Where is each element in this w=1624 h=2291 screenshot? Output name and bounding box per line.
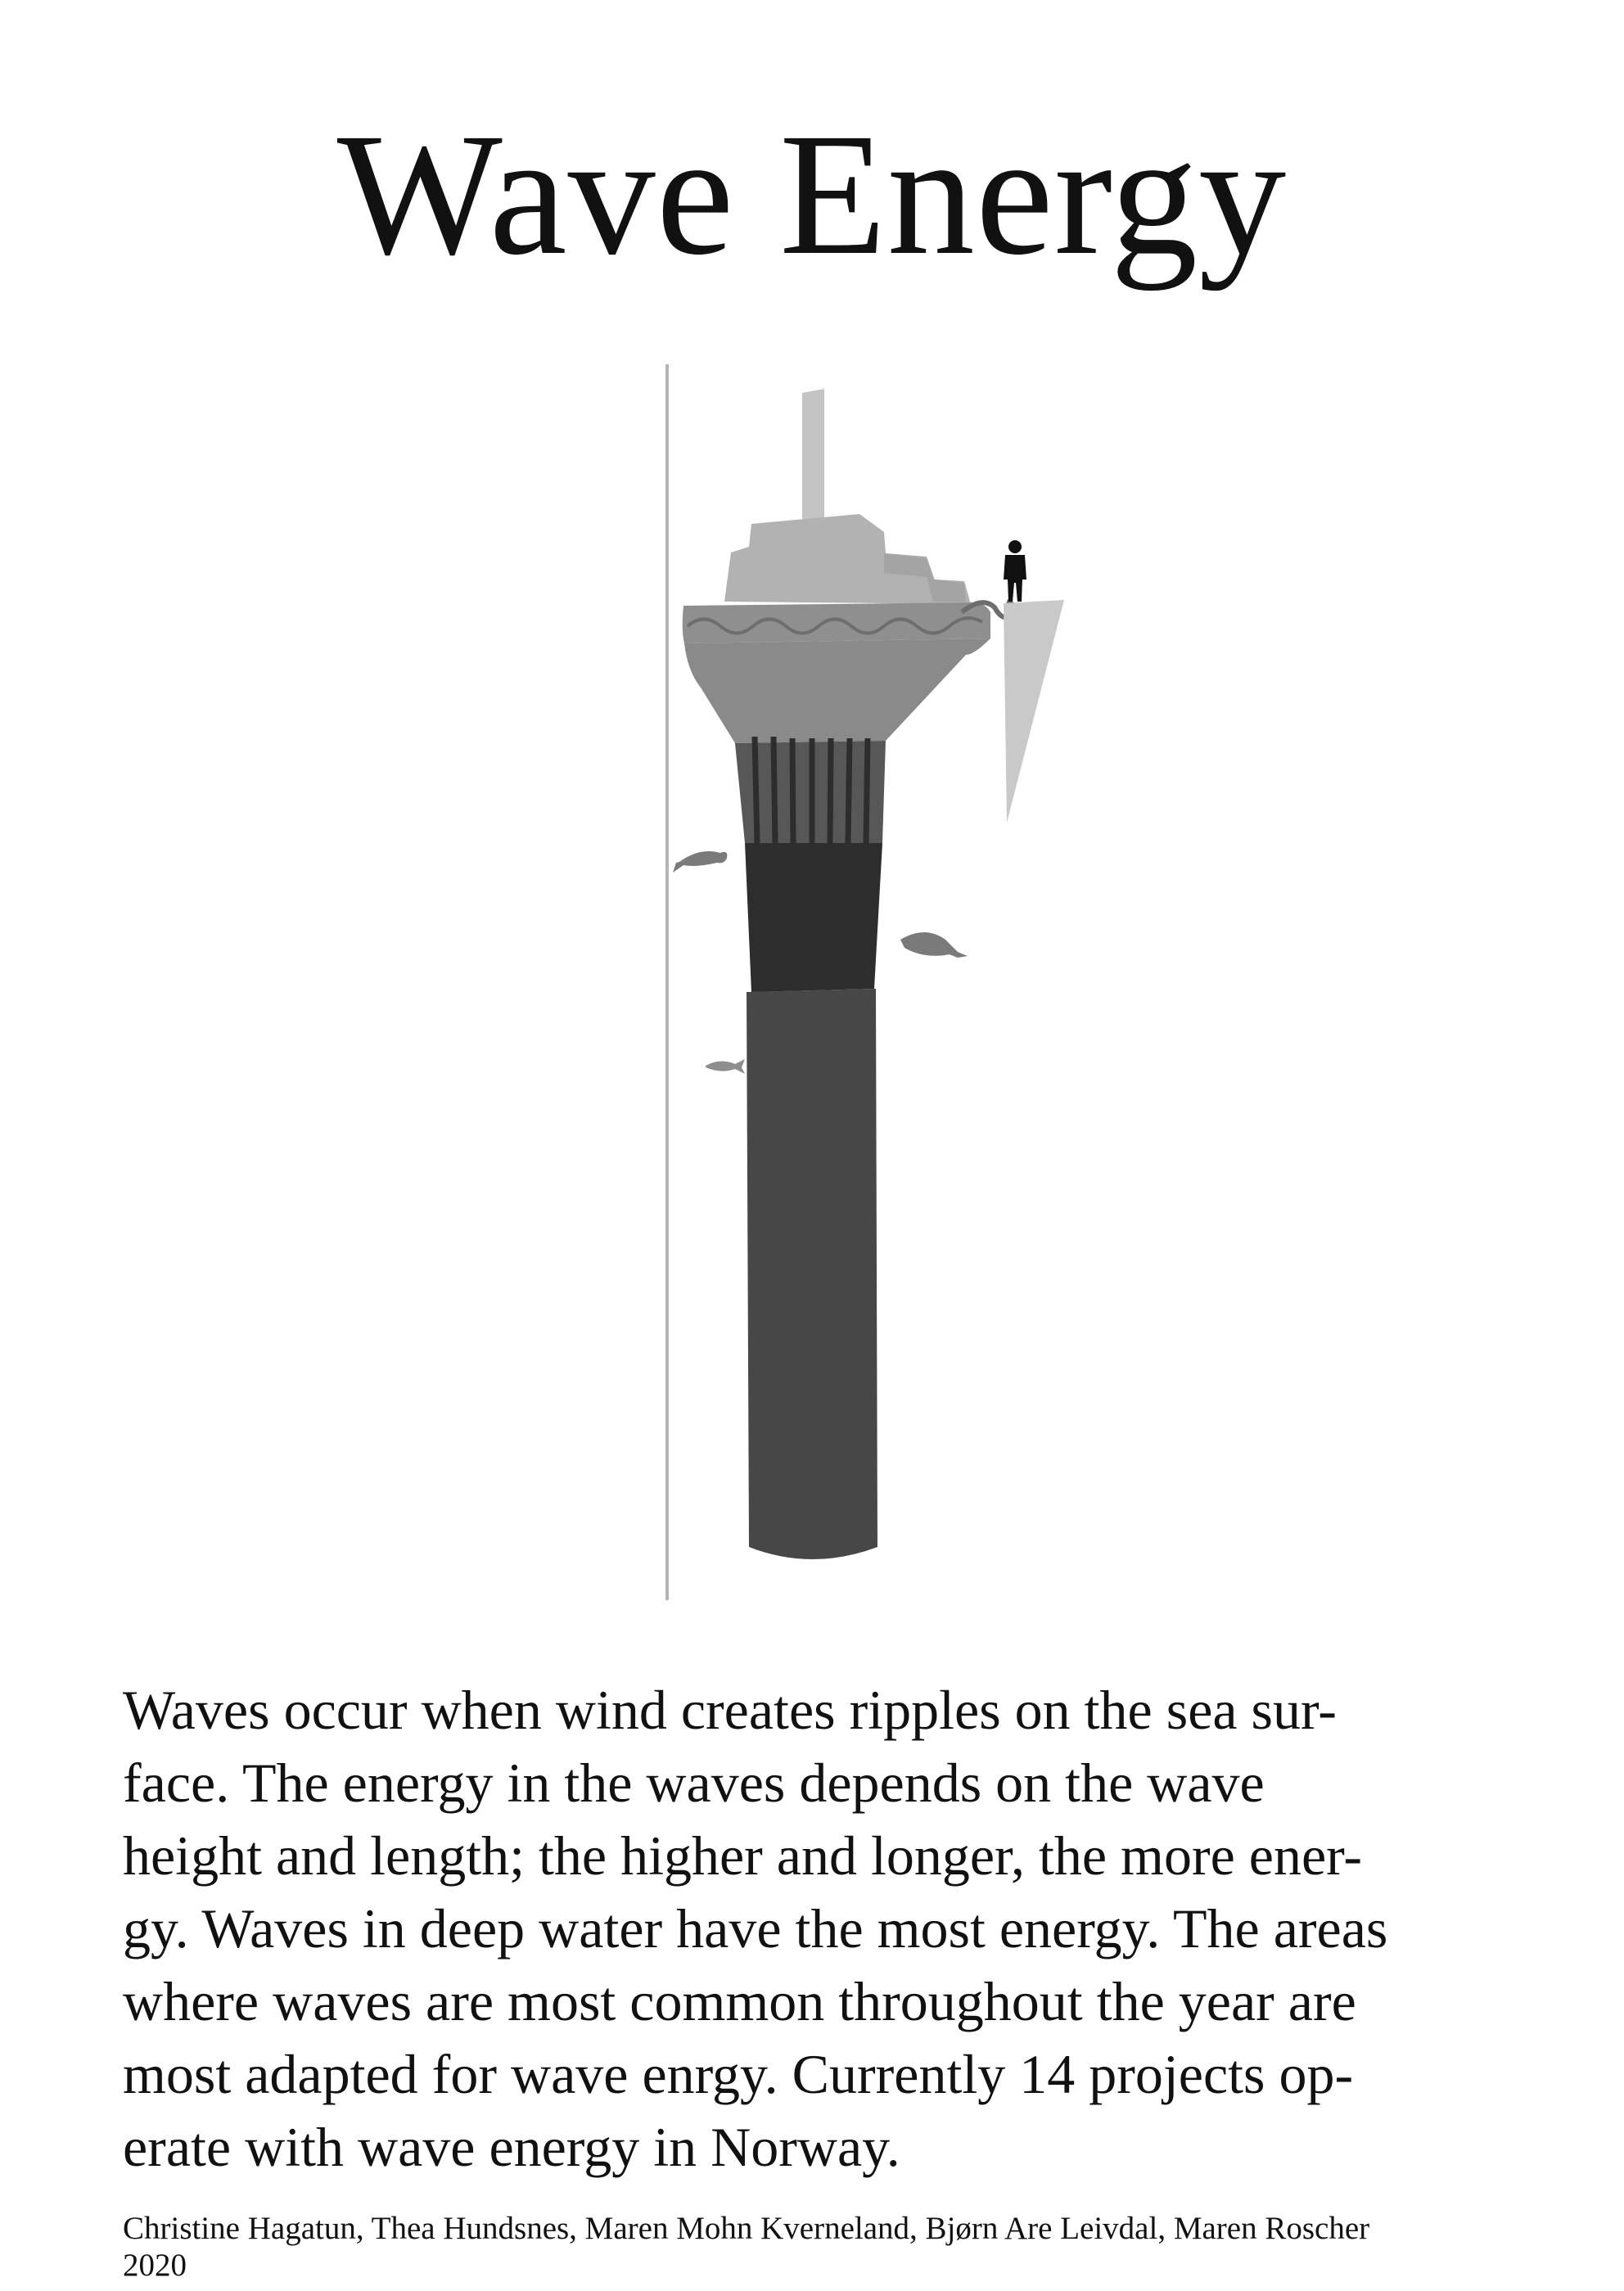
credit-authors: Christine Hagatun, Thea Hundsnes, Maren Mohn Kverneland, Bjørn Are Leivdal, Maren Roscher bbox=[123, 2211, 1370, 2246]
chimney bbox=[802, 389, 824, 540]
body-paragraph bbox=[123, 1674, 1506, 2184]
body-line: erate with wave energy in Norway. bbox=[123, 2116, 900, 2178]
body-line: most adapted for wave enrgy. Currently 14 projects op- bbox=[123, 2043, 1354, 2105]
fish-upper bbox=[673, 851, 727, 873]
person-silhouette bbox=[1004, 540, 1026, 602]
body-line: face. The energy in the waves depends on the wave bbox=[123, 1752, 1265, 1814]
body-line: height and length; the higher and longer, the more ener- bbox=[123, 1824, 1363, 1887]
lower-shaft bbox=[747, 989, 877, 1559]
fish-middle bbox=[900, 932, 968, 958]
credit-year: 2020 bbox=[123, 2248, 187, 2283]
platform-wedge bbox=[1004, 600, 1064, 823]
body-line: where waves are most common throughout the year are bbox=[123, 1970, 1356, 2032]
credits bbox=[123, 2210, 1555, 2284]
funnel bbox=[684, 638, 990, 743]
upper-shaft bbox=[745, 843, 882, 992]
wave-band bbox=[683, 602, 990, 643]
page-title: Wave Energy bbox=[336, 97, 1288, 291]
body-line: Waves occur when wind creates ripples on the sea sur- bbox=[123, 1679, 1337, 1741]
fish-lower bbox=[706, 1059, 745, 1074]
body-line: gy. Waves in deep water have the most energy. The areas bbox=[123, 1897, 1388, 1960]
